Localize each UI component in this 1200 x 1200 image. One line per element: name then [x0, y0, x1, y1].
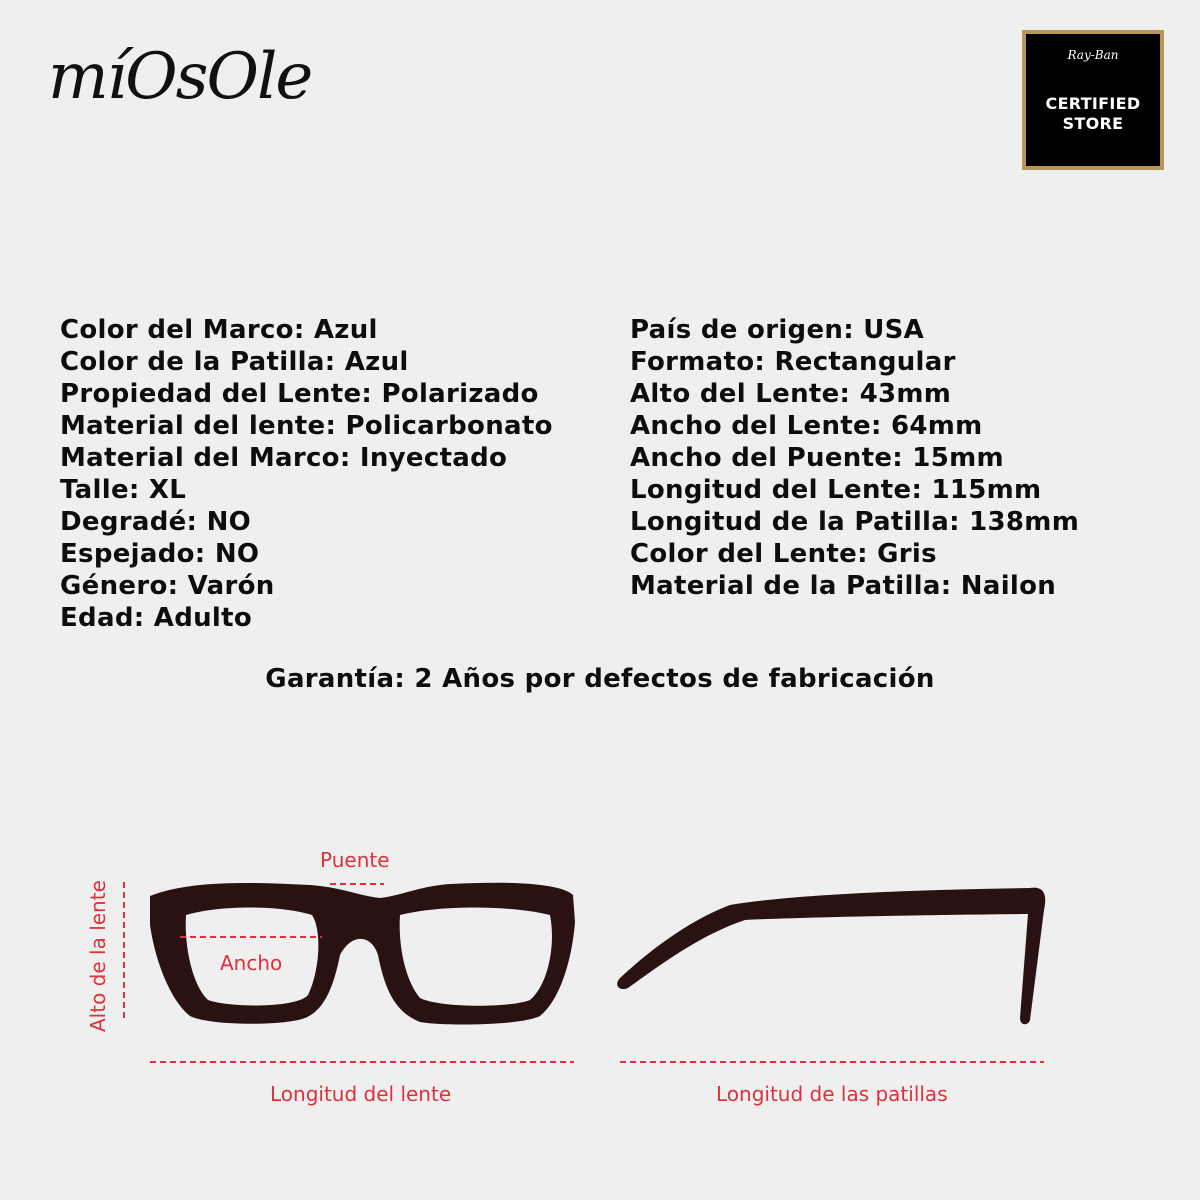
width-label: Ancho — [220, 951, 283, 975]
spec-item: Propiedad del Lente: Polarizado — [60, 379, 539, 409]
spec-item: Color de la Patilla: Azul — [60, 347, 409, 377]
temple-length-label: Longitud de las patillas — [716, 1082, 948, 1106]
spec-item: Talle: XL — [60, 475, 187, 505]
spec-item: País de origen: USA — [630, 315, 925, 345]
spec-item: Edad: Adulto — [60, 603, 253, 633]
spec-item: Longitud del Lente: 115mm — [630, 475, 1042, 505]
glasses-diagram — [0, 820, 1200, 1120]
spec-item: Longitud de la Patilla: 138mm — [630, 507, 1080, 537]
warranty-text: Garantía: 2 Años por defectos de fabricación — [265, 664, 935, 694]
spec-item: Ancho del Puente: 15mm — [630, 443, 1004, 473]
spec-item: Género: Varón — [60, 571, 275, 601]
height-label: Alto de la lente — [86, 880, 110, 1032]
rayban-certified-badge — [1022, 30, 1164, 170]
spec-item: Alto del Lente: 43mm — [630, 379, 952, 409]
specs-left-list — [60, 314, 553, 634]
spec-item: Degradé: NO — [60, 507, 252, 537]
spec-item: Espejado: NO — [60, 539, 260, 569]
certified-store-text — [1026, 94, 1160, 134]
glasses-front-frame — [150, 883, 575, 1025]
glasses-side-temple — [617, 888, 1045, 1025]
bridge-label: Puente — [320, 848, 390, 872]
spec-item: Formato: Rectangular — [630, 347, 956, 377]
spec-item: Material del lente: Policarbonato — [60, 411, 553, 441]
lens-length-label: Longitud del lente — [270, 1082, 452, 1106]
specs-right-list — [630, 314, 1079, 602]
spec-item: Color del Lente: Gris — [630, 539, 937, 569]
badge-line-1: CERTIFIED — [1045, 94, 1141, 113]
badge-line-2: STORE — [1062, 114, 1124, 133]
miosole-logo: míOsOle — [48, 40, 312, 114]
rayban-logo: Ray-Ban — [1067, 48, 1119, 62]
spec-item: Color del Marco: Azul — [60, 315, 378, 345]
spec-item: Ancho del Lente: 64mm — [630, 411, 983, 441]
spec-item: Material del Marco: Inyectado — [60, 443, 508, 473]
spec-item: Material de la Patilla: Nailon — [630, 571, 1057, 601]
